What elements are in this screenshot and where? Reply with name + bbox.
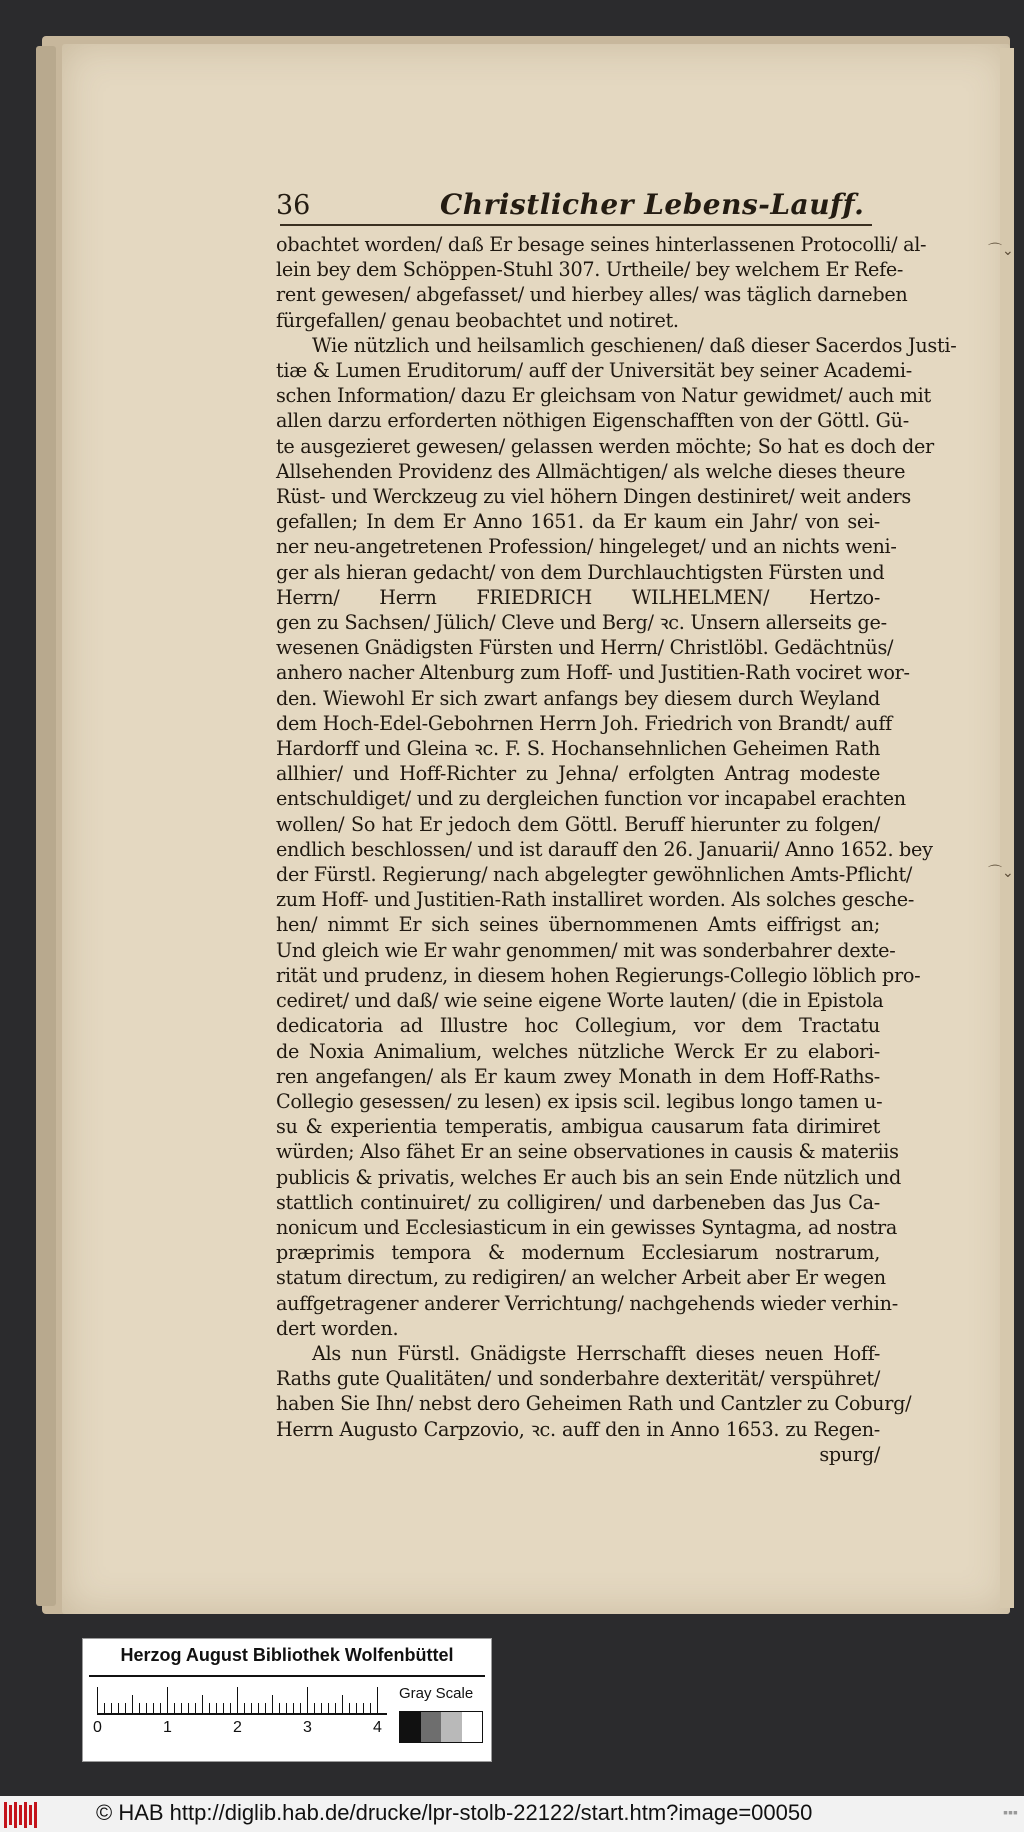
- text-line: zum Hoff- und Justitien-Rath installiret worden. Als solches gesche-: [276, 888, 915, 912]
- ruler-tick: [335, 1703, 336, 1713]
- gray-scale-patches: [399, 1711, 483, 1743]
- text-line: der Fürstl. Regierung/ nach abgelegter gewöhnlichen Amts-Pflicht/: [276, 863, 913, 887]
- text-line: schen Information/ dazu Er gleichsam von Natur gewidmet/ auch mit: [276, 384, 931, 408]
- text-line: publicis & privatis, welches Er auch bis an sein Ende nützlich und: [276, 1165, 901, 1189]
- ruler-tick: [153, 1703, 154, 1713]
- ruler-tick: [328, 1703, 329, 1713]
- text-line: cediret/ und daß/ wie seine eigene Worte lauten/ (die in Epistola: [276, 989, 884, 1013]
- text-line: dedicatoria ad Illustre hoc Collegium, vor dem Tractatu: [276, 1014, 880, 1038]
- text-line: Und gleich wie Er wahr genommen/ mit was sonderbahrer dexte-: [276, 938, 896, 962]
- text-line: Herrn/ Herrn FRIEDRICH WILHELMEN/ Hertzo-: [276, 585, 880, 609]
- ruler-tick: [279, 1703, 280, 1713]
- text-line: würden; Also fähet Er an seine observationes in causis & materiis: [276, 1140, 899, 1164]
- ruler-tick: [307, 1687, 308, 1713]
- ruler-tick: [139, 1703, 140, 1713]
- ruler-tick: [181, 1703, 182, 1713]
- margin-mark: ⌒⌄: [988, 865, 1014, 881]
- color-scale-card: [82, 1638, 492, 1762]
- text-line: lein bey dem Schöppen-Stuhl 307. Urtheile/ bey welchem Er Refe-: [276, 258, 904, 282]
- text-line: endlich beschlossen/ und ist darauff den 26. Januarii/ Anno 1652. bey: [276, 837, 933, 861]
- text-line: tiæ & Lumen Eruditorum/ auff der Universität bey seiner Academi-: [276, 359, 912, 383]
- ruler-label: 4: [373, 1719, 382, 1736]
- ruler-tick: [314, 1703, 315, 1713]
- text-line: stattlich continuiret/ zu colligiren/ und darbeneben das Jus Ca-: [276, 1190, 880, 1214]
- text-line: su & experientia temperatis, ambigua causarum fata dirimiret: [276, 1115, 880, 1139]
- text-line: entschuldiget/ und zu dergleichen function vor incapabel erachten: [276, 787, 906, 811]
- institution-name: Herzog August Bibliothek Wolfenbüttel: [120, 1645, 454, 1665]
- text-line: præprimis tempora & modernum Ecclesiarum nostrarum,: [276, 1241, 880, 1265]
- text-line: gen zu Sachsen/ Jülich/ Cleve und Berg/ ꝛc. Unsern allerseits ge-: [276, 611, 887, 635]
- text-line: Als nun Fürstl. Gnädigste Herrschafft dieses neuen Hoff-: [312, 1341, 880, 1365]
- header-rule: [280, 224, 872, 226]
- ruler-tick: [202, 1695, 203, 1713]
- text-line: Raths gute Qualitäten/ und sonderbahre dexterität/ verspühret/: [276, 1367, 880, 1391]
- text-line: Wie nützlich und heilsamlich geschienen/ daß dieser Sacerdos Justi-: [312, 333, 957, 357]
- text-line: nonicum und Ecclesiasticum in ein gewisses Syntagma, ad nostra: [276, 1215, 898, 1239]
- text-line: gefallen; In dem Er Anno 1651. da Er kaum ein Jahr/ von sei-: [276, 510, 880, 534]
- ruler-label: 3: [303, 1719, 312, 1736]
- text-line: hen/ nimmt Er sich seines übernommenen Amts eiffrigst an;: [276, 913, 880, 937]
- ruler-tick: [377, 1687, 378, 1713]
- gray-patch: [400, 1712, 421, 1742]
- text-line: de Noxia Animalium, welches nützliche Werck Er zu elabori-: [276, 1039, 880, 1063]
- page-number: 36: [276, 190, 311, 221]
- gray-patch: [462, 1712, 483, 1742]
- ruler-tick: [300, 1703, 301, 1713]
- text-line: spurg/: [819, 1442, 880, 1466]
- text-line: haben Sie Ihn/ nebst dero Geheimen Rath und Cantzler zu Coburg/: [276, 1392, 912, 1416]
- ruler-tick: [321, 1703, 322, 1713]
- footer-credit: © HAB http://diglib.hab.de/drucke/lpr-stolb-22122/start.htm?image=00050: [96, 1800, 813, 1825]
- ruler-tick: [356, 1703, 357, 1713]
- text-line: Allsehenden Providenz des Allmächtigen/ als welche dieses theure: [276, 459, 906, 483]
- gray-patch: [441, 1712, 462, 1742]
- text-line: dem Hoch-Edel-Gebohrnen Herrn Joh. Friedrich von Brandt/ auff: [276, 711, 892, 735]
- ruler-tick: [244, 1703, 245, 1713]
- more-dots-icon[interactable]: ▪▪▪: [1003, 1804, 1018, 1820]
- ruler-tick: [286, 1703, 287, 1713]
- text-line: anhero nacher Altenburg zum Hoff- und Justitien-Rath vociret wor-: [276, 661, 910, 685]
- text-line: Hardorff und Gleina ꝛc. F. S. Hochansehnlichen Geheimen Rath: [276, 737, 880, 761]
- ruler-tick: [174, 1703, 175, 1713]
- ruler-tick: [363, 1703, 364, 1713]
- ruler-tick: [188, 1703, 189, 1713]
- ruler-label: 2: [233, 1719, 242, 1736]
- text-line: wesenen Gnädigsten Fürsten und Herrn/ Christlöbl. Gedächtnüs/: [276, 636, 894, 660]
- ruler-tick: [216, 1703, 217, 1713]
- text-line: wollen/ So hat Er jedoch dem Göttl. Beruff hierunter zu folgen/: [276, 812, 880, 836]
- text-line: statum directum, zu redigiren/ an welcher Arbeit aber Er wegen: [276, 1266, 886, 1290]
- text-line: auffgetragener anderer Verrichtung/ nachgehends wieder verhin-: [276, 1291, 898, 1315]
- ruler-tick: [125, 1703, 126, 1713]
- footer-bar: [0, 1796, 1024, 1832]
- ruler: [93, 1685, 387, 1736]
- page-edge: [1000, 48, 1014, 1608]
- text-line: ner neu-angetretenen Profession/ hingeleget/ und an nichts weni-: [276, 535, 897, 559]
- text-line: Herrn Augusto Carpzovio, ꝛc. auff den in Anno 1653. zu Regen-: [276, 1417, 880, 1441]
- running-title: Christlicher Lebens-Lauff.: [440, 188, 865, 221]
- ruler-label: 0: [93, 1719, 102, 1736]
- card-separator: [89, 1675, 485, 1677]
- text-line: Collegio gesessen/ zu lesen) ex ipsis scil. legibus longo tamen u-: [276, 1089, 883, 1113]
- ruler-tick: [167, 1687, 168, 1713]
- gray-patch: [421, 1712, 442, 1742]
- text-line: ger als hieran gedacht/ von dem Durchlauchtigsten Fürsten und: [276, 560, 885, 584]
- ruler-tick: [237, 1687, 238, 1713]
- text-line: den. Wiewohl Er sich zwart anfangs bey diesem durch Weyland: [276, 686, 880, 710]
- ruler-tick: [370, 1703, 371, 1713]
- ruler-tick: [230, 1703, 231, 1713]
- ruler-tick: [209, 1703, 210, 1713]
- ruler-tick: [97, 1687, 98, 1713]
- gray-scale-label: Gray Scale: [399, 1685, 474, 1702]
- ruler-tick: [118, 1703, 119, 1713]
- text-line: fürgefallen/ genau beobachtet und notiret.: [276, 308, 679, 332]
- text-line: ren angefangen/ als Er kaum zwey Monath in dem Hoff-Raths-: [276, 1064, 880, 1088]
- text-line: allen darzu erforderten nöthigen Eigenschafften von der Göttl. Gü-: [276, 409, 909, 433]
- ruler-tick: [258, 1703, 259, 1713]
- body-text: [276, 232, 957, 1467]
- text-line: rität und prudenz, in diesem hohen Regierungs-Collegio löblich pro-: [276, 963, 921, 987]
- hab-logo-icon[interactable]: [4, 1802, 44, 1828]
- ruler-tick: [132, 1695, 133, 1713]
- ruler-tick: [160, 1703, 161, 1713]
- ruler-tick: [349, 1703, 350, 1713]
- ruler-tick: [146, 1703, 147, 1713]
- ruler-tick: [293, 1703, 294, 1713]
- margin-mark: ⌒⌄: [988, 243, 1014, 259]
- ruler-tick: [195, 1703, 196, 1713]
- ruler-tick: [342, 1695, 343, 1713]
- ruler-tick: [265, 1703, 266, 1713]
- ruler-tick: [251, 1703, 252, 1713]
- text-line: allhier/ und Hoff-Richter zu Jehna/ erfolgten Antrag modeste: [276, 762, 880, 786]
- ruler-tick: [111, 1703, 112, 1713]
- ruler-tick: [104, 1703, 105, 1713]
- ruler-label: 1: [163, 1719, 172, 1736]
- text-line: te ausgezieret gewesen/ gelassen werden möchte; So hat es doch der: [276, 434, 934, 458]
- ruler-tick: [223, 1703, 224, 1713]
- ruler-tick: [272, 1695, 273, 1713]
- text-line: Rüst- und Werckzeug zu viel höhern Dingen destiniret/ weit anders: [276, 485, 911, 509]
- text-line: dert worden.: [276, 1316, 399, 1340]
- text-line: obachtet worden/ daß Er besage seines hinterlassenen Protocolli/ al-: [276, 233, 927, 256]
- page-header: [276, 190, 876, 224]
- text-line: rent gewesen/ abgefasset/ und hierbey alles/ was täglich darneben: [276, 283, 908, 307]
